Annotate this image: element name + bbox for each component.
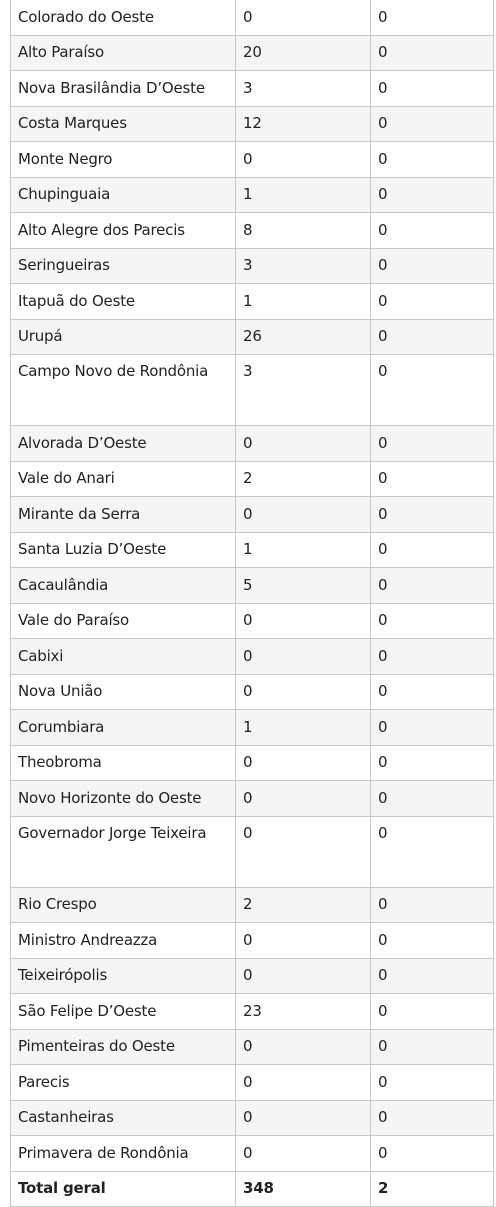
municipality-cell: Corumbiara [11, 710, 236, 746]
count-cell-secondary: 0 [371, 426, 494, 462]
count-cell: 3 [236, 355, 371, 426]
municipality-cell: Mirante da Serra [11, 497, 236, 533]
count-cell: 0 [236, 497, 371, 533]
municipality-cell: Nova Brasilândia D’Oeste [11, 71, 236, 107]
municipality-cell: Cacaulândia [11, 568, 236, 604]
count-cell-secondary: 0 [371, 994, 494, 1030]
count-cell-secondary: 0 [371, 923, 494, 959]
municipality-cell: Cabixi [11, 639, 236, 675]
count-cell-secondary: 0 [371, 142, 494, 178]
municipality-cell: Ministro Andreazza [11, 923, 236, 959]
count-cell: 0 [236, 781, 371, 817]
count-cell: 0 [236, 426, 371, 462]
count-cell: 0 [236, 745, 371, 781]
table-row [11, 603, 494, 639]
municipality-cell: Monte Negro [11, 142, 236, 178]
count-cell: 20 [236, 35, 371, 71]
count-cell: 0 [236, 1100, 371, 1136]
count-cell-secondary: 0 [371, 355, 494, 426]
table-row [11, 213, 494, 249]
count-cell: 1 [236, 177, 371, 213]
count-cell: 0 [236, 0, 371, 35]
count-cell-secondary: 0 [371, 958, 494, 994]
count-cell: 1 [236, 710, 371, 746]
table-row [11, 639, 494, 675]
municipality-cell: Theobroma [11, 745, 236, 781]
municipality-cell: Teixeirópolis [11, 958, 236, 994]
total-count: 348 [236, 1171, 371, 1207]
table-row [11, 1029, 494, 1065]
municipality-cell: Primavera de Rondônia [11, 1136, 236, 1172]
municipality-cell: Vale do Anari [11, 461, 236, 497]
count-cell-secondary: 0 [371, 106, 494, 142]
municipality-cell: Rio Crespo [11, 887, 236, 923]
count-cell: 3 [236, 71, 371, 107]
municipality-cell: Parecis [11, 1065, 236, 1101]
count-cell-secondary: 0 [371, 497, 494, 533]
municipality-cell: São Felipe D’Oeste [11, 994, 236, 1030]
table-row [11, 35, 494, 71]
table-row [11, 177, 494, 213]
count-cell: 0 [236, 639, 371, 675]
table-row [11, 142, 494, 178]
table-row [11, 426, 494, 462]
total-count-secondary: 2 [371, 1171, 494, 1207]
municipality-cell: Colorado do Oeste [11, 0, 236, 35]
count-cell: 1 [236, 284, 371, 320]
table-row [11, 674, 494, 710]
count-cell-secondary: 0 [371, 284, 494, 320]
municipality-cell: Castanheiras [11, 1100, 236, 1136]
table-row [11, 497, 494, 533]
total-row [11, 1171, 494, 1207]
count-cell-secondary: 0 [371, 887, 494, 923]
count-cell-secondary: 0 [371, 177, 494, 213]
count-cell-secondary: 0 [371, 461, 494, 497]
total-label: Total geral [11, 1171, 236, 1207]
count-cell-secondary: 0 [371, 213, 494, 249]
count-cell-secondary: 0 [371, 1029, 494, 1065]
count-cell: 2 [236, 461, 371, 497]
count-cell-secondary: 0 [371, 532, 494, 568]
count-cell: 23 [236, 994, 371, 1030]
count-cell: 0 [236, 1065, 371, 1101]
count-cell: 26 [236, 319, 371, 355]
count-cell-secondary: 0 [371, 816, 494, 887]
count-cell-secondary: 0 [371, 781, 494, 817]
count-cell-secondary: 0 [371, 639, 494, 675]
table-row [11, 355, 494, 426]
municipality-cell: Campo Novo de Rondônia [11, 355, 236, 426]
count-cell-secondary: 0 [371, 1136, 494, 1172]
table-row [11, 923, 494, 959]
municipality-table [10, 0, 494, 1207]
count-cell: 2 [236, 887, 371, 923]
municipality-cell: Pimenteiras do Oeste [11, 1029, 236, 1065]
table-row [11, 994, 494, 1030]
count-cell: 0 [236, 1136, 371, 1172]
table-row [11, 710, 494, 746]
count-cell-secondary: 0 [371, 1100, 494, 1136]
municipality-cell: Alto Alegre dos Parecis [11, 213, 236, 249]
count-cell: 0 [236, 923, 371, 959]
count-cell: 0 [236, 603, 371, 639]
table-row [11, 461, 494, 497]
count-cell-secondary: 0 [371, 248, 494, 284]
count-cell: 3 [236, 248, 371, 284]
table-row [11, 1100, 494, 1136]
count-cell-secondary: 0 [371, 745, 494, 781]
municipality-cell: Itapuã do Oeste [11, 284, 236, 320]
count-cell-secondary: 0 [371, 319, 494, 355]
municipality-cell: Alto Paraíso [11, 35, 236, 71]
table-row [11, 71, 494, 107]
table-row [11, 958, 494, 994]
table-row [11, 1065, 494, 1101]
table-body [11, 0, 494, 1207]
municipality-cell: Urupá [11, 319, 236, 355]
municipality-cell: Vale do Paraíso [11, 603, 236, 639]
count-cell-secondary: 0 [371, 1065, 494, 1101]
count-cell: 12 [236, 106, 371, 142]
table-row [11, 887, 494, 923]
count-cell-secondary: 0 [371, 568, 494, 604]
count-cell-secondary: 0 [371, 674, 494, 710]
table-row [11, 532, 494, 568]
count-cell-secondary: 0 [371, 35, 494, 71]
municipality-cell: Governador Jorge Teixeira [11, 816, 236, 887]
municipality-cell: Alvorada D’Oeste [11, 426, 236, 462]
municipality-cell: Santa Luzia D’Oeste [11, 532, 236, 568]
count-cell: 0 [236, 816, 371, 887]
municipality-cell: Novo Horizonte do Oeste [11, 781, 236, 817]
table-row [11, 319, 494, 355]
table-row [11, 284, 494, 320]
table-row [11, 745, 494, 781]
table-row [11, 248, 494, 284]
table-row [11, 0, 494, 35]
municipality-cell: Chupinguaia [11, 177, 236, 213]
table-row [11, 568, 494, 604]
table-row [11, 781, 494, 817]
table-row [11, 106, 494, 142]
municipality-cell: Costa Marques [11, 106, 236, 142]
table-row [11, 816, 494, 887]
municipality-cell: Nova União [11, 674, 236, 710]
count-cell: 8 [236, 213, 371, 249]
count-cell: 0 [236, 958, 371, 994]
count-cell: 0 [236, 1029, 371, 1065]
municipality-cell: Seringueiras [11, 248, 236, 284]
count-cell-secondary: 0 [371, 0, 494, 35]
count-cell-secondary: 0 [371, 710, 494, 746]
table-row [11, 1136, 494, 1172]
count-cell-secondary: 0 [371, 603, 494, 639]
count-cell: 1 [236, 532, 371, 568]
count-cell: 0 [236, 674, 371, 710]
count-cell: 5 [236, 568, 371, 604]
count-cell: 0 [236, 142, 371, 178]
count-cell-secondary: 0 [371, 71, 494, 107]
